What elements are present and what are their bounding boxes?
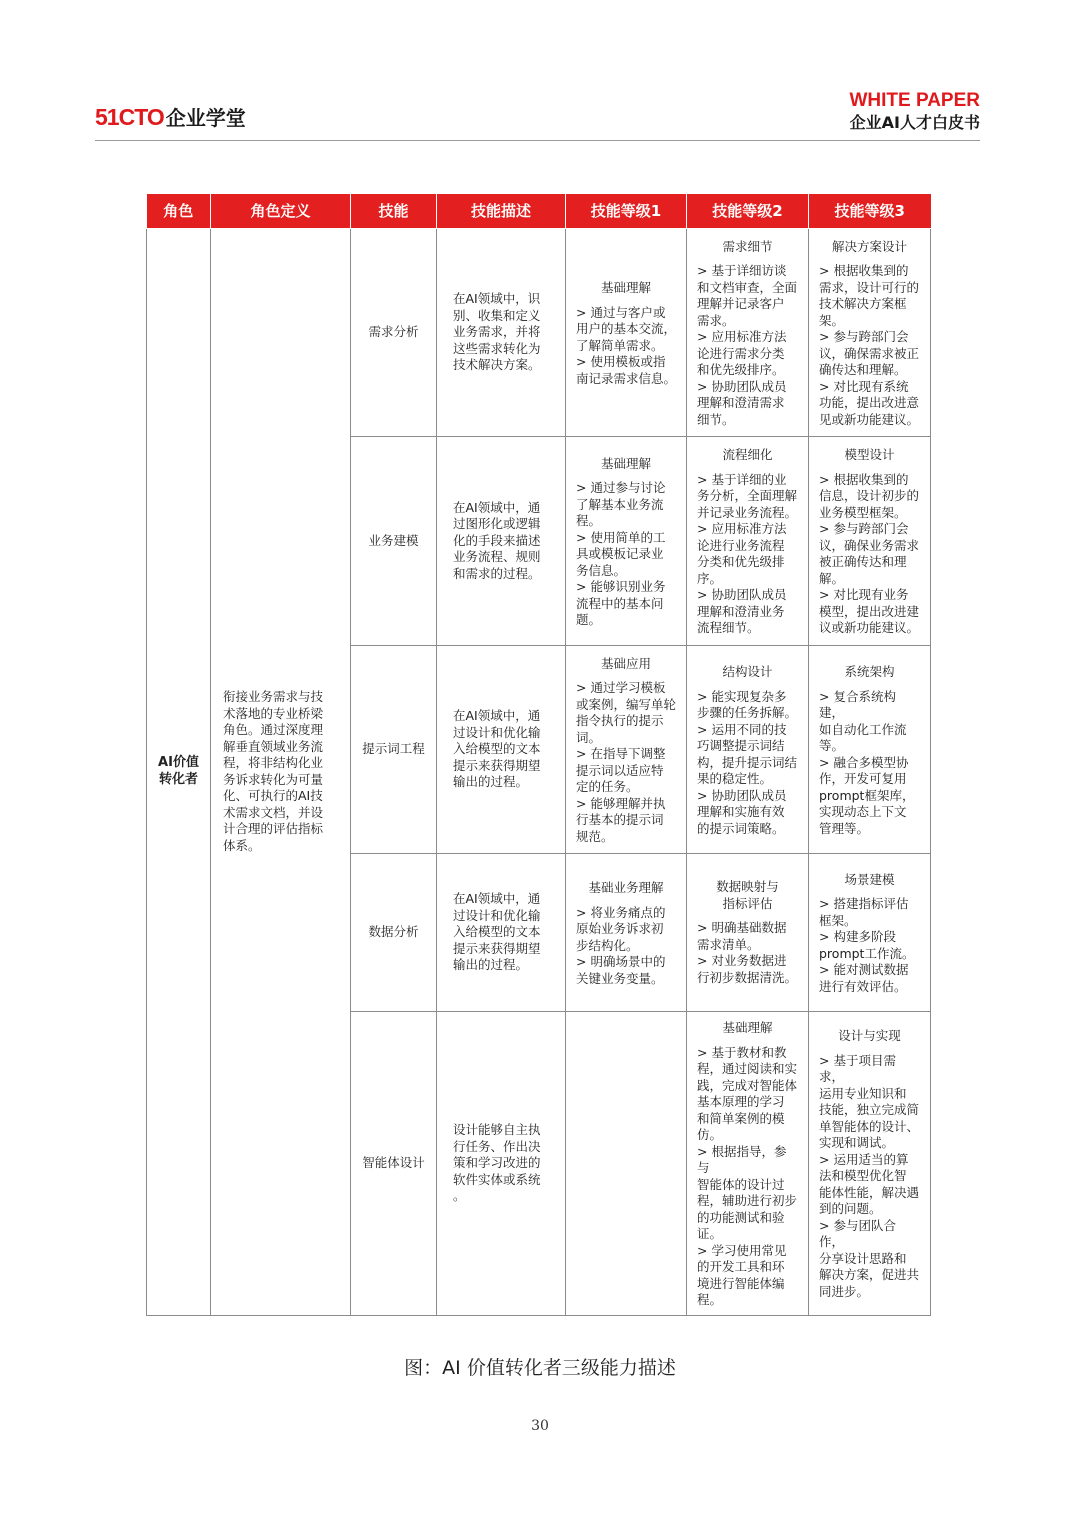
- header-level-3: 技能等级3: [809, 194, 931, 229]
- level-3-body: > 搭建指标评估 框架。 > 构建多阶段 prompt工作流。 > 能对测试数据 进行有效评估。: [819, 896, 915, 994]
- role-definition: 衔接业务需求与技 术落地的专业桥梁 角色。通过深度理 解垂直领域业务流 程，将非结构化业 务诉求转化为可量 化、可执行的AI技 术需求文档，并设 计合理的评估指标 体系。: [211, 229, 351, 1316]
- level-2-title: 结构设计: [722, 664, 773, 679]
- level-2-title: 流程细化: [722, 447, 773, 463]
- level-1-cell: [566, 1012, 687, 1316]
- level-2-cell: [687, 437, 809, 646]
- level-3-body: > 根据收集到的 信息，设计初步的 业务模型框架。 > 参与跨部门会 议，确保业务需求 被正确传达和理 解。 > 对比现有业务 模型，提出改进建 议或新功能建议。: [819, 471, 920, 636]
- logo-brand: 51CTO: [95, 104, 164, 130]
- level-1-title: 基础理解: [600, 455, 651, 471]
- role-name: AI价值 转化者: [147, 229, 211, 1316]
- figure-caption: 图：AI 价值转化者三级能力描述: [404, 1357, 676, 1379]
- level-3-body: > 基于项目需求， 运用专业知识和 技能，独立完成简 单智能体的设计、 实现和调试。 > 运用适当的算 法和模型优化智 能体性能，解决遇 到的问题。 > 参与团队合作， 分享设计思路和 解决方案，促进共 同进步。: [819, 1052, 920, 1299]
- level-2-body: > 基于教材和教 程，通过阅读和实 践，完成对智能体 基本原理的学习 和简单案例的模 仿。 > 根据指导，参与 智能体的设计过 程，辅助进行初步 的功能测试和验 证。 > 学习使用常见 的开发工具和环 境进行智能体编 程。: [697, 1044, 798, 1307]
- level-2-title: 基础理解: [722, 1020, 773, 1035]
- level-1-cell: [566, 854, 687, 1012]
- level-3-title: 场景建模: [844, 871, 895, 887]
- skill-description: 在AI领域中，通 过设计和优化输 入给模型的文本 提示来获得期望 输出的过程。: [437, 854, 566, 1012]
- level-2-body: > 基于详细访谈 和文档审查，全面 理解并记录客户 需求。 > 应用标准方法 论进行需求分类 和优先级排序。 > 协助团队成员 理解和澄清需求 细节。: [697, 263, 798, 427]
- header-level-1: 技能等级1: [566, 194, 687, 229]
- skill-name: 数据分析: [351, 854, 437, 1012]
- level-1-title: 基础业务理解: [588, 880, 664, 895]
- skill-name: 业务建模: [351, 437, 437, 646]
- level-2-title: 需求细节: [722, 238, 773, 254]
- white-paper-title: [849, 90, 980, 134]
- white-paper-label: WHITE PAPER: [849, 90, 980, 111]
- table-header-row: [147, 194, 931, 229]
- level-3-cell: [809, 229, 931, 437]
- skill-name: 提示词工程: [351, 646, 437, 854]
- skill-description: 在AI领域中，通 过设计和优化输 入给模型的文本 提示来获得期望 输出的过程。: [437, 646, 566, 854]
- white-paper-subtitle: 企业AI人才白皮书: [849, 113, 980, 132]
- level-1-body: > 通过与客户或 用户的基本交流， 了解简单需求。 > 使用模板或指 南记录需求信息。: [576, 304, 677, 386]
- level-2-body: > 明确基础数据 需求清单。 > 对业务数据进 行初步数据清洗。: [697, 920, 798, 985]
- level-3-title: 解决方案设计: [831, 238, 907, 254]
- level-2-cell: [687, 1012, 809, 1316]
- level-3-title: 模型设计: [844, 447, 895, 463]
- skill-name: 智能体设计: [351, 1012, 437, 1316]
- level-2-title: 数据映射与 指标评估: [716, 879, 779, 911]
- level-1-body: > 将业务痛点的 原始业务诉求初 步结构化。 > 明确场景中的 关键业务变量。: [576, 904, 666, 986]
- header-skill-description: 技能描述: [437, 194, 566, 229]
- level-3-body: > 根据收集到的 需求，设计可行的 技术解决方案框 架。 > 参与跨部门会 议，确保需求被正 确传达和理解。 > 对比现有系统 功能，提出改进意 见或新功能建议。: [819, 263, 920, 427]
- level-1-cell: [566, 646, 687, 854]
- skill-description: 在AI领域中，识 别、收集和定义 业务需求，并将 这些需求转化为 技术解决方案。: [437, 229, 566, 437]
- level-3-cell: [809, 646, 931, 854]
- header-role: 角色: [147, 194, 211, 229]
- logo: [95, 102, 246, 131]
- level-3-cell: [809, 437, 931, 646]
- level-2-cell: [687, 854, 809, 1012]
- level-3-cell: [809, 1012, 931, 1316]
- skill-description: 设计能够自主执 行任务、作出决 策和学习改进的 软件实体或系统 。: [437, 1012, 566, 1316]
- level-2-cell: [687, 646, 809, 854]
- skill-name: 需求分析: [351, 229, 437, 437]
- header-level-2: 技能等级2: [687, 194, 809, 229]
- logo-text: 企业学堂: [165, 106, 246, 130]
- level-3-cell: [809, 854, 931, 1012]
- page-header: [95, 88, 980, 141]
- page-number: 30: [531, 1418, 549, 1434]
- level-1-title: 基础理解: [600, 280, 651, 295]
- level-2-cell: [687, 229, 809, 437]
- table-row: [147, 229, 931, 437]
- header-role-definition: 角色定义: [211, 194, 351, 229]
- header-skill: 技能: [351, 194, 437, 229]
- level-3-title: 系统架构: [844, 664, 895, 679]
- level-2-body: > 基于详细的业 务分析，全面理解 并记录业务流程。 > 应用标准方法 论进行业务流程 分类和优先级排 序。 > 协助团队成员 理解和澄清业务 流程细节。: [697, 471, 798, 636]
- level-3-body: > 复合系统构建， 如自动化工作流 等。 > 融合多模型协 作，开发可复用 prompt框架库， 实现动态上下文 管理等。: [819, 688, 915, 836]
- level-1-body: > 通过学习模板 或案例，编写单轮 指令执行的提示 词。 > 在指导下调整 提示词以适应特 定的任务。 > 能够理解并执 行基本的提示词 规范。: [576, 680, 677, 844]
- level-1-title: 基础应用: [600, 655, 651, 671]
- level-1-cell: [566, 229, 687, 437]
- level-2-body: > 能实现复杂多 步骤的任务拆解。 > 运用不同的技 巧调整提示词结 构，提升提示词结 果的稳定性。 > 协助团队成员 理解和实施有效 的提示词策略。: [697, 688, 798, 836]
- capability-table: [146, 194, 931, 1316]
- level-3-title: 设计与实现: [838, 1028, 901, 1044]
- level-1-cell: [566, 437, 687, 646]
- skill-description: 在AI领域中，通 过图形化或逻辑 化的手段来描述 业务流程、规则 和需求的过程。: [437, 437, 566, 646]
- level-1-body: > 通过参与讨论 了解基本业务流 程。 > 使用简单的工 具或模板记录业 务信息。 > 能够识别业务 流程中的基本问 题。: [576, 480, 666, 627]
